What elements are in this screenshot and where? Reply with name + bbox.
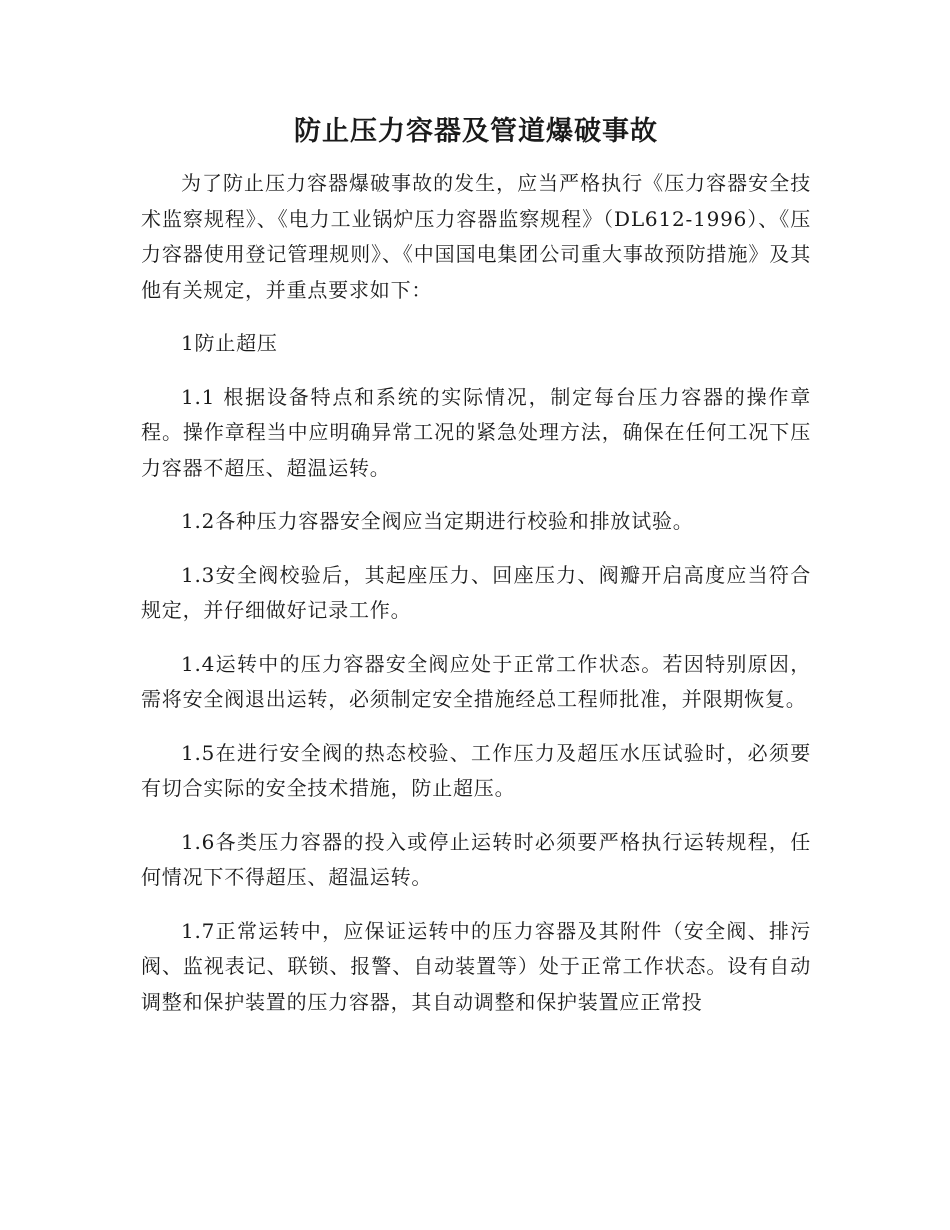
document-page [141,108,811,1038]
section-heading-1: 1防止超压 [181,331,278,355]
clause-1-2: 1.2各种压力容器安全阀应当定期进行校验和排放试验。 [181,509,694,533]
document-title: 防止压力容器及管道爆破事故 [294,116,658,147]
clause-1-6: 1.6各类压力容器的投入或停止运转时必须要严格执行运转规程，任何情况下不得超压、超温运转。 [141,829,811,889]
clause-1-1: 1.1 根据设备特点和系统的实际情况，制定每台压力容器的操作章程。操作章程当中应明确异常工况的紧急处理方法，确保在任何工况下压力容器不超压、超温运转。 [141,384,811,480]
intro-paragraph: 为了防止压力容器爆破事故的发生，应当严格执行《压力容器安全技术监察规程》、《电力工业锅炉压力容器监察规程》（DL612-1996）、《压力容器使用登记管理规则》、《中国国电集团公司重大事故预防措施》及其他有关规定，并重点要求如下： [141,171,811,302]
clause-1-7: 1.7正常运转中，应保证运转中的压力容器及其附件（安全阀、排污阀、监视表记、联锁、报警、自动装置等）处于正常工作状态。设有自动调整和保护装置的压力容器，其自动调整和保护装置应正常投 [141,918,811,1014]
clause-1-3: 1.3安全阀校验后，其起座压力、回座压力、阀瓣开启高度应当符合规定，并仔细做好记录工作。 [141,562,811,622]
clause-1-4: 1.4运转中的压力容器安全阀应处于正常工作状态。若因特别原因，需将安全阀退出运转，必须制定安全措施经总工程师批准，并限期恢复。 [141,651,811,711]
clause-1-5: 1.5在进行安全阀的热态校验、工作压力及超压水压试验时，必须要有切合实际的安全技术措施，防止超压。 [141,740,811,800]
